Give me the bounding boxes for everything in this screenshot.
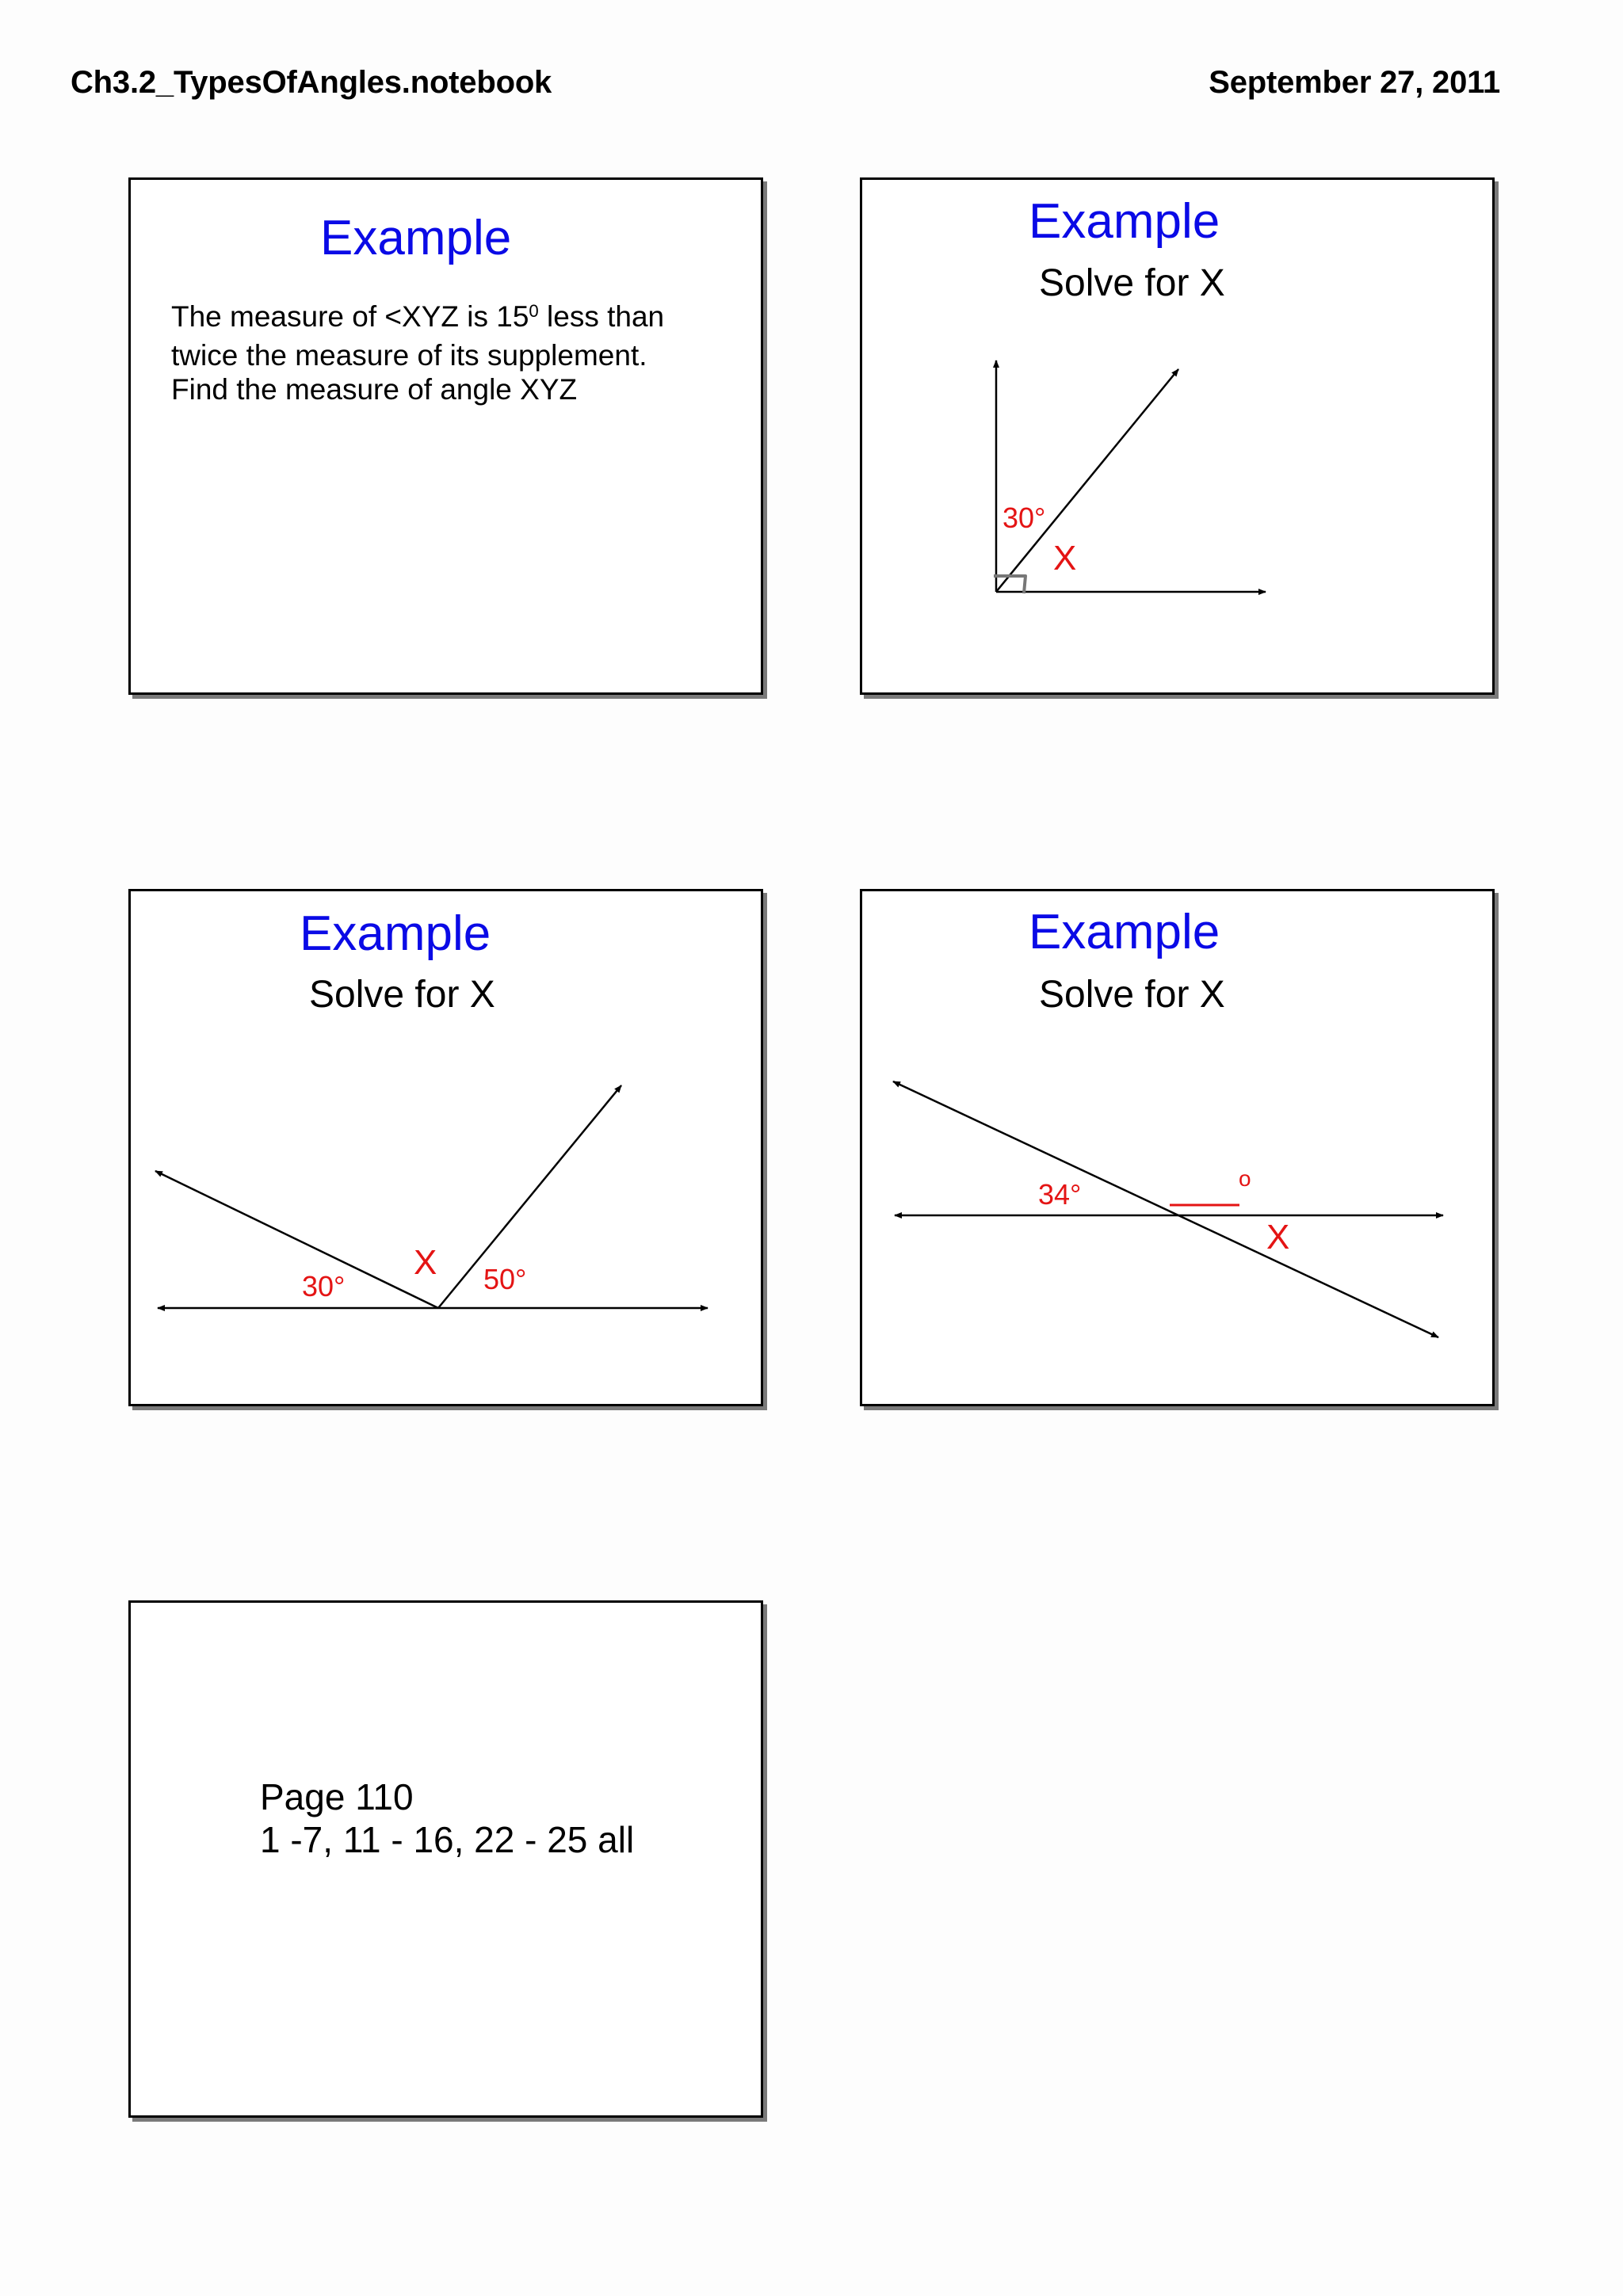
diagonal-ray	[996, 369, 1178, 592]
answer-blank-degree: o	[1239, 1166, 1251, 1191]
page-2-label-x: X	[1053, 539, 1077, 578]
page-1-title: Example	[320, 211, 512, 265]
left-ray	[155, 1171, 438, 1308]
notebook-title: Ch3.2_TypesOfAngles.notebook	[71, 65, 552, 100]
page-3-label-50: 50°	[483, 1263, 527, 1295]
page-3-label-x: X	[414, 1243, 437, 1282]
page-3-label-30: 30°	[302, 1270, 346, 1302]
assignment-problems: 1 -7, 11 - 16, 22 - 25 all	[260, 1819, 635, 1860]
page-2-title: Example	[1029, 194, 1220, 249]
degree-superscript: 0	[529, 300, 539, 321]
page-3-title: Example	[300, 906, 491, 961]
page-4-label-x: X	[1266, 1218, 1290, 1257]
transversal-line	[893, 1081, 1438, 1337]
page-4-angle-diagram	[893, 1081, 1443, 1337]
right-ray	[438, 1085, 621, 1308]
page-4-title: Example	[1029, 905, 1220, 959]
assignment-page: Page 110	[260, 1776, 414, 1817]
problem-line-1: The measure of <XYZ is $15^0$ less than	[171, 300, 665, 333]
page-2-subtitle: Solve for X	[1039, 262, 1225, 304]
right-angle-mark	[994, 576, 1025, 593]
page-4-label-34: 34°	[1038, 1178, 1082, 1211]
page-3-subtitle: Solve for X	[309, 974, 495, 1016]
page-2-angle-diagram	[994, 360, 1266, 593]
problem-line-3: Find the measure of angle XYZ	[171, 373, 578, 406]
notebook-date: September 27, 2011	[1209, 65, 1500, 100]
problem-line-2: twice the measure of its supplement.	[171, 338, 647, 372]
page-4-subtitle: Solve for X	[1039, 974, 1225, 1016]
page-2-label-30: 30°	[1002, 502, 1046, 534]
